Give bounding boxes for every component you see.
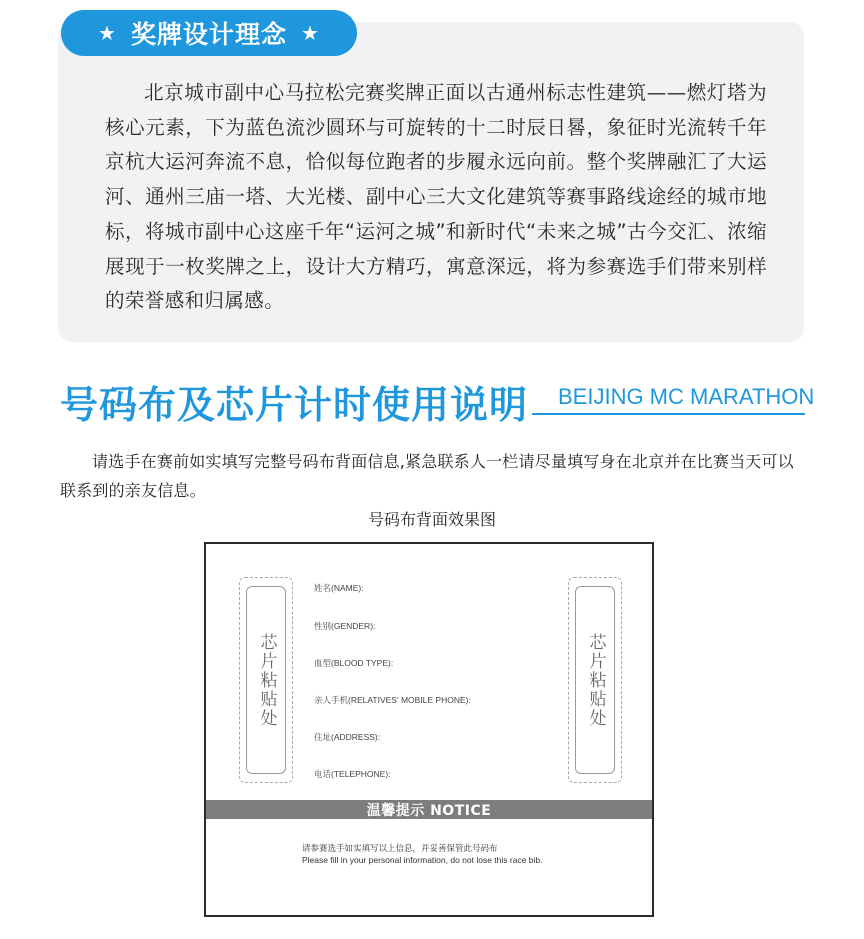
heading-underline [532, 413, 805, 415]
notice-line-cn: 请参赛选手如实填写以上信息，并妥善保管此号码布 [302, 843, 498, 853]
chip-area-label: 芯片粘贴处 [256, 632, 277, 728]
field-name: 姓名(NAME): [314, 583, 364, 593]
notice-line-en: Please fill in your personal information, do not lose this race bib. [302, 855, 543, 865]
field-telephone: 电话(TELEPHONE): [314, 769, 391, 779]
brand-tag: BEIJING MC MARATHON [558, 384, 815, 409]
star-icon: ★ [98, 21, 117, 45]
field-address: 住址(ADDRESS): [314, 732, 381, 742]
figure-caption: 号码布背面效果图 [367, 510, 496, 529]
chip-area-right [568, 577, 622, 783]
concept-body-text: 北京城市副中心马拉松完赛奖牌正面以古通州标志性建筑——燃灯塔为核心元素，下为蓝色流沙圆环与可旋转的十二时辰日晷，象征时光流转千年京杭大运河奔流不息，恰似每位跑者的步履永远向前。整个奖牌融汇了大运河、通州三庙一塔、大光楼、副中心三大文化建筑等赛事路线途经的城市地标，将城市副中心这座千年“运河之城”和新时代“未来之城”古今交汇、浓缩展现于一枚奖牌之上，设计大方精巧，寓意深远，将为参赛选手们带来别样的荣誉感和归属感。 [105, 81, 767, 313]
chip-area-label: 芯片粘贴处 [585, 632, 606, 728]
star-icon: ★ [301, 21, 320, 45]
intro-text: 请选手在赛前如实填写完整号码布背面信息,紧急联系人一栏请尽量填写身在北京并在比赛当天可以联系到的亲友信息。 [60, 452, 794, 500]
concept-title-badge [61, 10, 357, 56]
field-gender: 性别(GENDER): [314, 621, 376, 631]
bib-back-figure [204, 542, 654, 917]
field-relatives-phone: 亲人手机(RELATIVES' MOBILE PHONE): [314, 695, 471, 705]
field-blood-type: 血型(BLOOD TYPE): [314, 658, 394, 668]
chip-area-left [239, 577, 293, 783]
notice-bar: 温馨提示 NOTICE [206, 800, 652, 819]
section-heading: 号码布及芯片计时使用说明 [60, 383, 529, 427]
concept-title: 奖牌设计理念 [130, 20, 287, 49]
